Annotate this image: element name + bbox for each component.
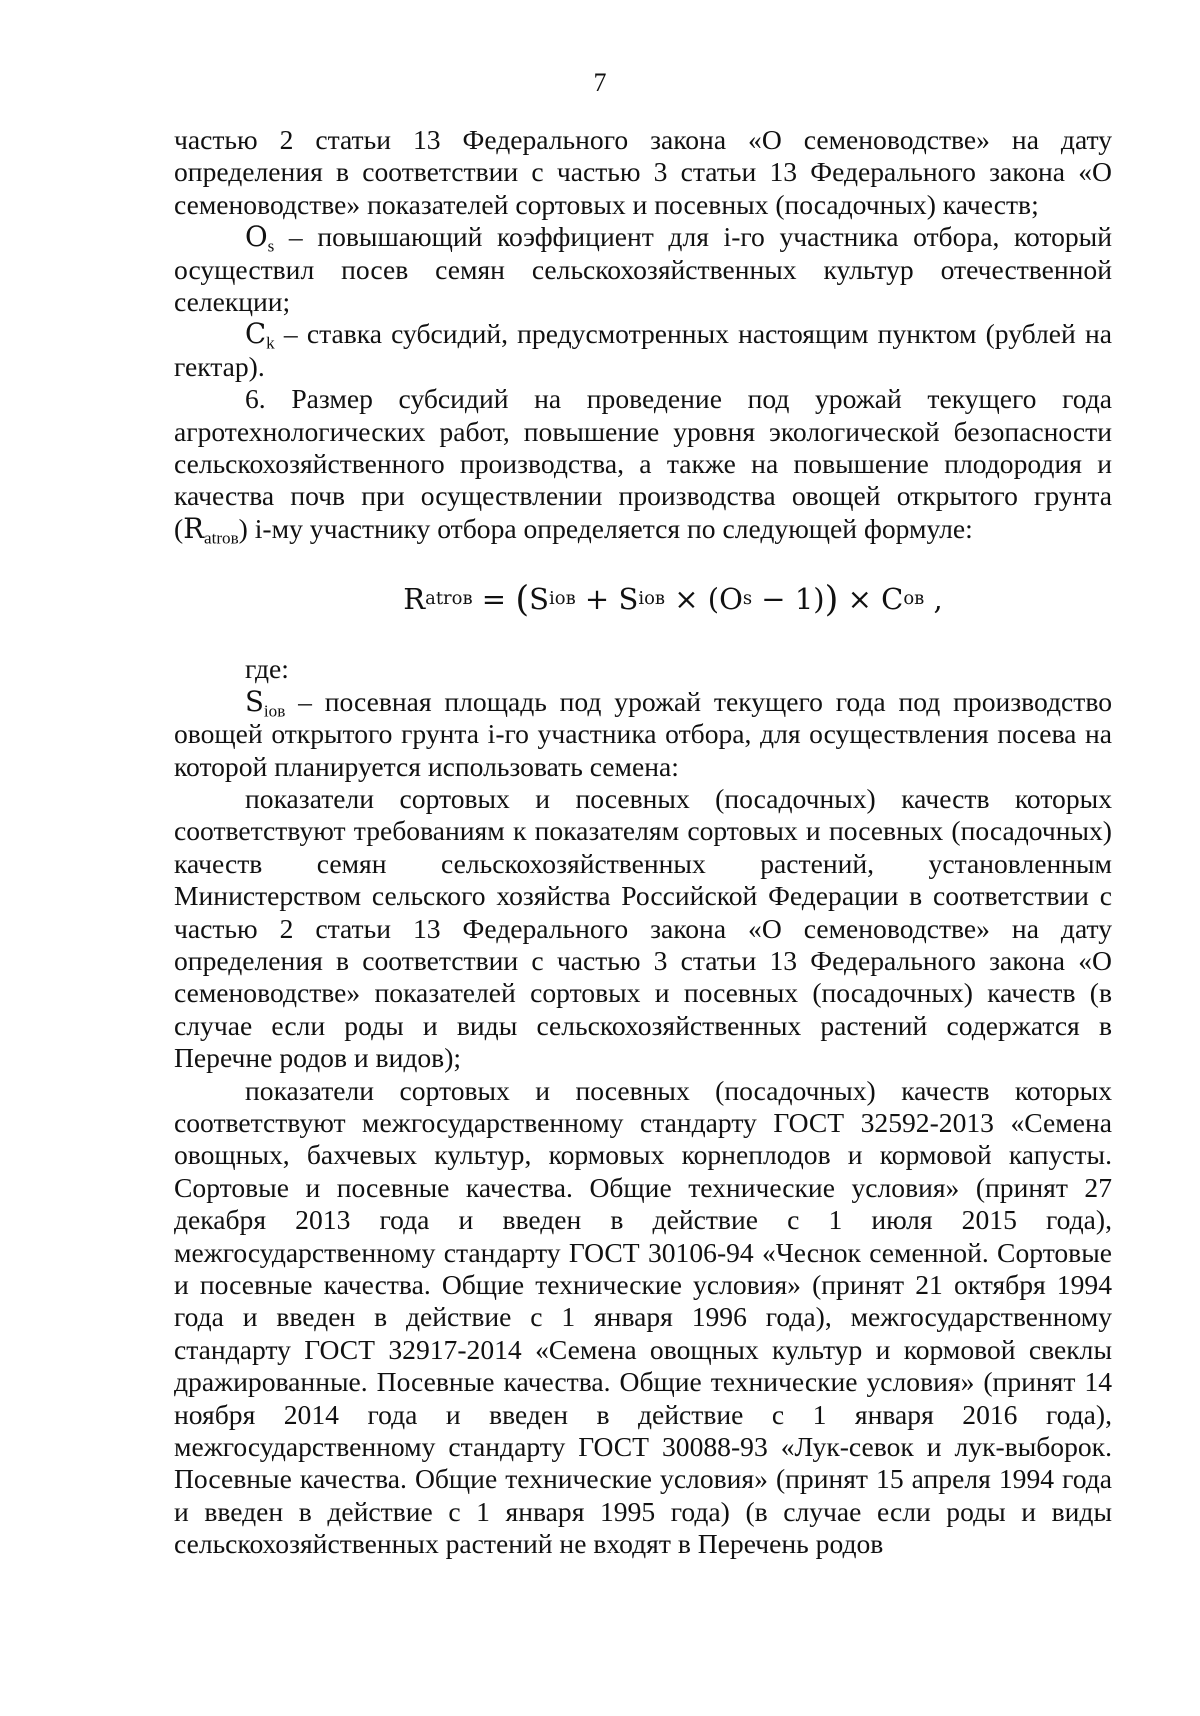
definition-os-text: – повышающий коэффициент для i-го участника отбора, который осуществил посев семян сельскохозяйственных культур отечественной селекции; bbox=[174, 221, 1112, 318]
formula-times-open: × ( bbox=[665, 581, 720, 616]
formula-right-paren: ) bbox=[824, 578, 839, 620]
symbol-siov-subscript: ioв bbox=[263, 701, 286, 721]
formula-left-paren: ( bbox=[515, 578, 530, 620]
symbol-ck: C bbox=[245, 317, 267, 351]
definition-os bbox=[174, 221, 1112, 318]
symbol-siov: S bbox=[245, 684, 264, 718]
definition-ck-text: – ставка субсидий, предусмотренных настоящим пунктом (рублей на гектар). bbox=[174, 318, 1112, 382]
symbol-os-subscript: s bbox=[267, 236, 275, 256]
paragraph-requirements-2: показатели сортовых и посевных (посадочных) качеств которых соответствуют межгосударственному стандарту ГОСТ 32592-2013 «Семена овощных, бахчевых культур, кормовых корнеплодов и кормовой капусты. Сортовые и посевные качества. Общие технические условия» (принят 27 декабря 2013 года и введен в действие с 1 июля 2015 года), межгосударственному стандарту ГОСТ 30106-94 «Чеснок семенной. Сортовые и посевные качества. Общие технические условия» (принят 21 октября 1994 года и введен в действие с 1 января 1996 года), межгосударственному стандарту ГОСТ 32917-2014 «Семена овощных культур и кормовой свеклы дражированные. Посевные качества. Общие технические условия» (принят 14 ноября 2014 года и введен в действие с 1 января 2016 года), межгосударственному стандарту ГОСТ 30088-93 «Лук-севок и лук-выборок. Посевные качества. Общие технические условия» (принят 15 апреля 1994 года и введен в действие с 1 января 1995 года) (в случае если роды и виды сельскохозяйственных растений не входят в Перечень родов bbox=[174, 1074, 1112, 1560]
paragraph-6-text: 6. Размер субсидий на проведение под урожай текущего года агротехнологических работ, повышение уровня экологической безопасности сельскохозяйственного производства, а также на повышение плодородия и качества почв при осуществлении производства овощей открытого грунта ( bbox=[174, 383, 1112, 544]
symbol-ck-subscript: k bbox=[266, 333, 275, 353]
symbol-ratrov: R bbox=[183, 511, 204, 545]
symbol-os: O bbox=[245, 220, 268, 254]
formula-s2: S bbox=[618, 581, 639, 616]
formula-lhs: R bbox=[403, 581, 426, 616]
formula-s1: S bbox=[529, 581, 550, 616]
definition-siov bbox=[174, 686, 1112, 783]
formula-times: × bbox=[838, 581, 882, 616]
paragraph-6 bbox=[174, 383, 1112, 548]
document-body bbox=[174, 124, 1112, 1561]
page-number: 7 bbox=[593, 68, 607, 97]
where-label: где: bbox=[245, 653, 289, 685]
paragraph-requirements-1: показатели сортовых и посевных (посадочных) качеств которых соответствуют требованиям к показателям сортовых и посевных (посадочных) качеств семян сельскохозяйственных растений, установленным Министерством сельского хозяйства Российской Федерации в соответствии с частью 2 статьи 13 Федерального закона «О семеноводстве» на дату определения в соответствии с частью 3 статьи 13 Федерального закона «О семеноводстве» показателей сортовых и посевных (посадочных) качеств (в случае если роды и виды сельскохозяйственных растений содержатся в Перечне родов и видов); bbox=[174, 782, 1112, 1074]
paragraph-6-text-after: ) i-му участнику отбора определяется по следующей формуле: bbox=[238, 512, 973, 544]
formula-minus-one: − 1) bbox=[752, 581, 825, 616]
formula: R atroв = ( S ioв + S ioв × ( O s − 1) ) × C oв , bbox=[403, 578, 943, 620]
definition-ck bbox=[174, 318, 1112, 383]
formula-trailing-comma: , bbox=[924, 581, 943, 616]
paragraph-continuation: частью 2 статьи 13 Федерального закона «О семеноводстве» на дату определения в соответствии с частью 3 статьи 13 Федерального закона «О семеноводстве» показателей сортовых и посевных (посадочных) качеств; bbox=[174, 124, 1112, 220]
formula-os: O bbox=[719, 581, 743, 616]
formula-equals: = bbox=[472, 581, 516, 616]
symbol-ratrov-subscript: atroв bbox=[203, 528, 239, 548]
formula-plus: + bbox=[575, 581, 619, 616]
formula-c: C bbox=[881, 581, 904, 616]
definition-siov-text: – посевная площадь под урожай текущего года под производство овощей открытого грунта i-го участника отбора, для осуществления посева на которой планируется использовать семена: bbox=[174, 685, 1112, 782]
